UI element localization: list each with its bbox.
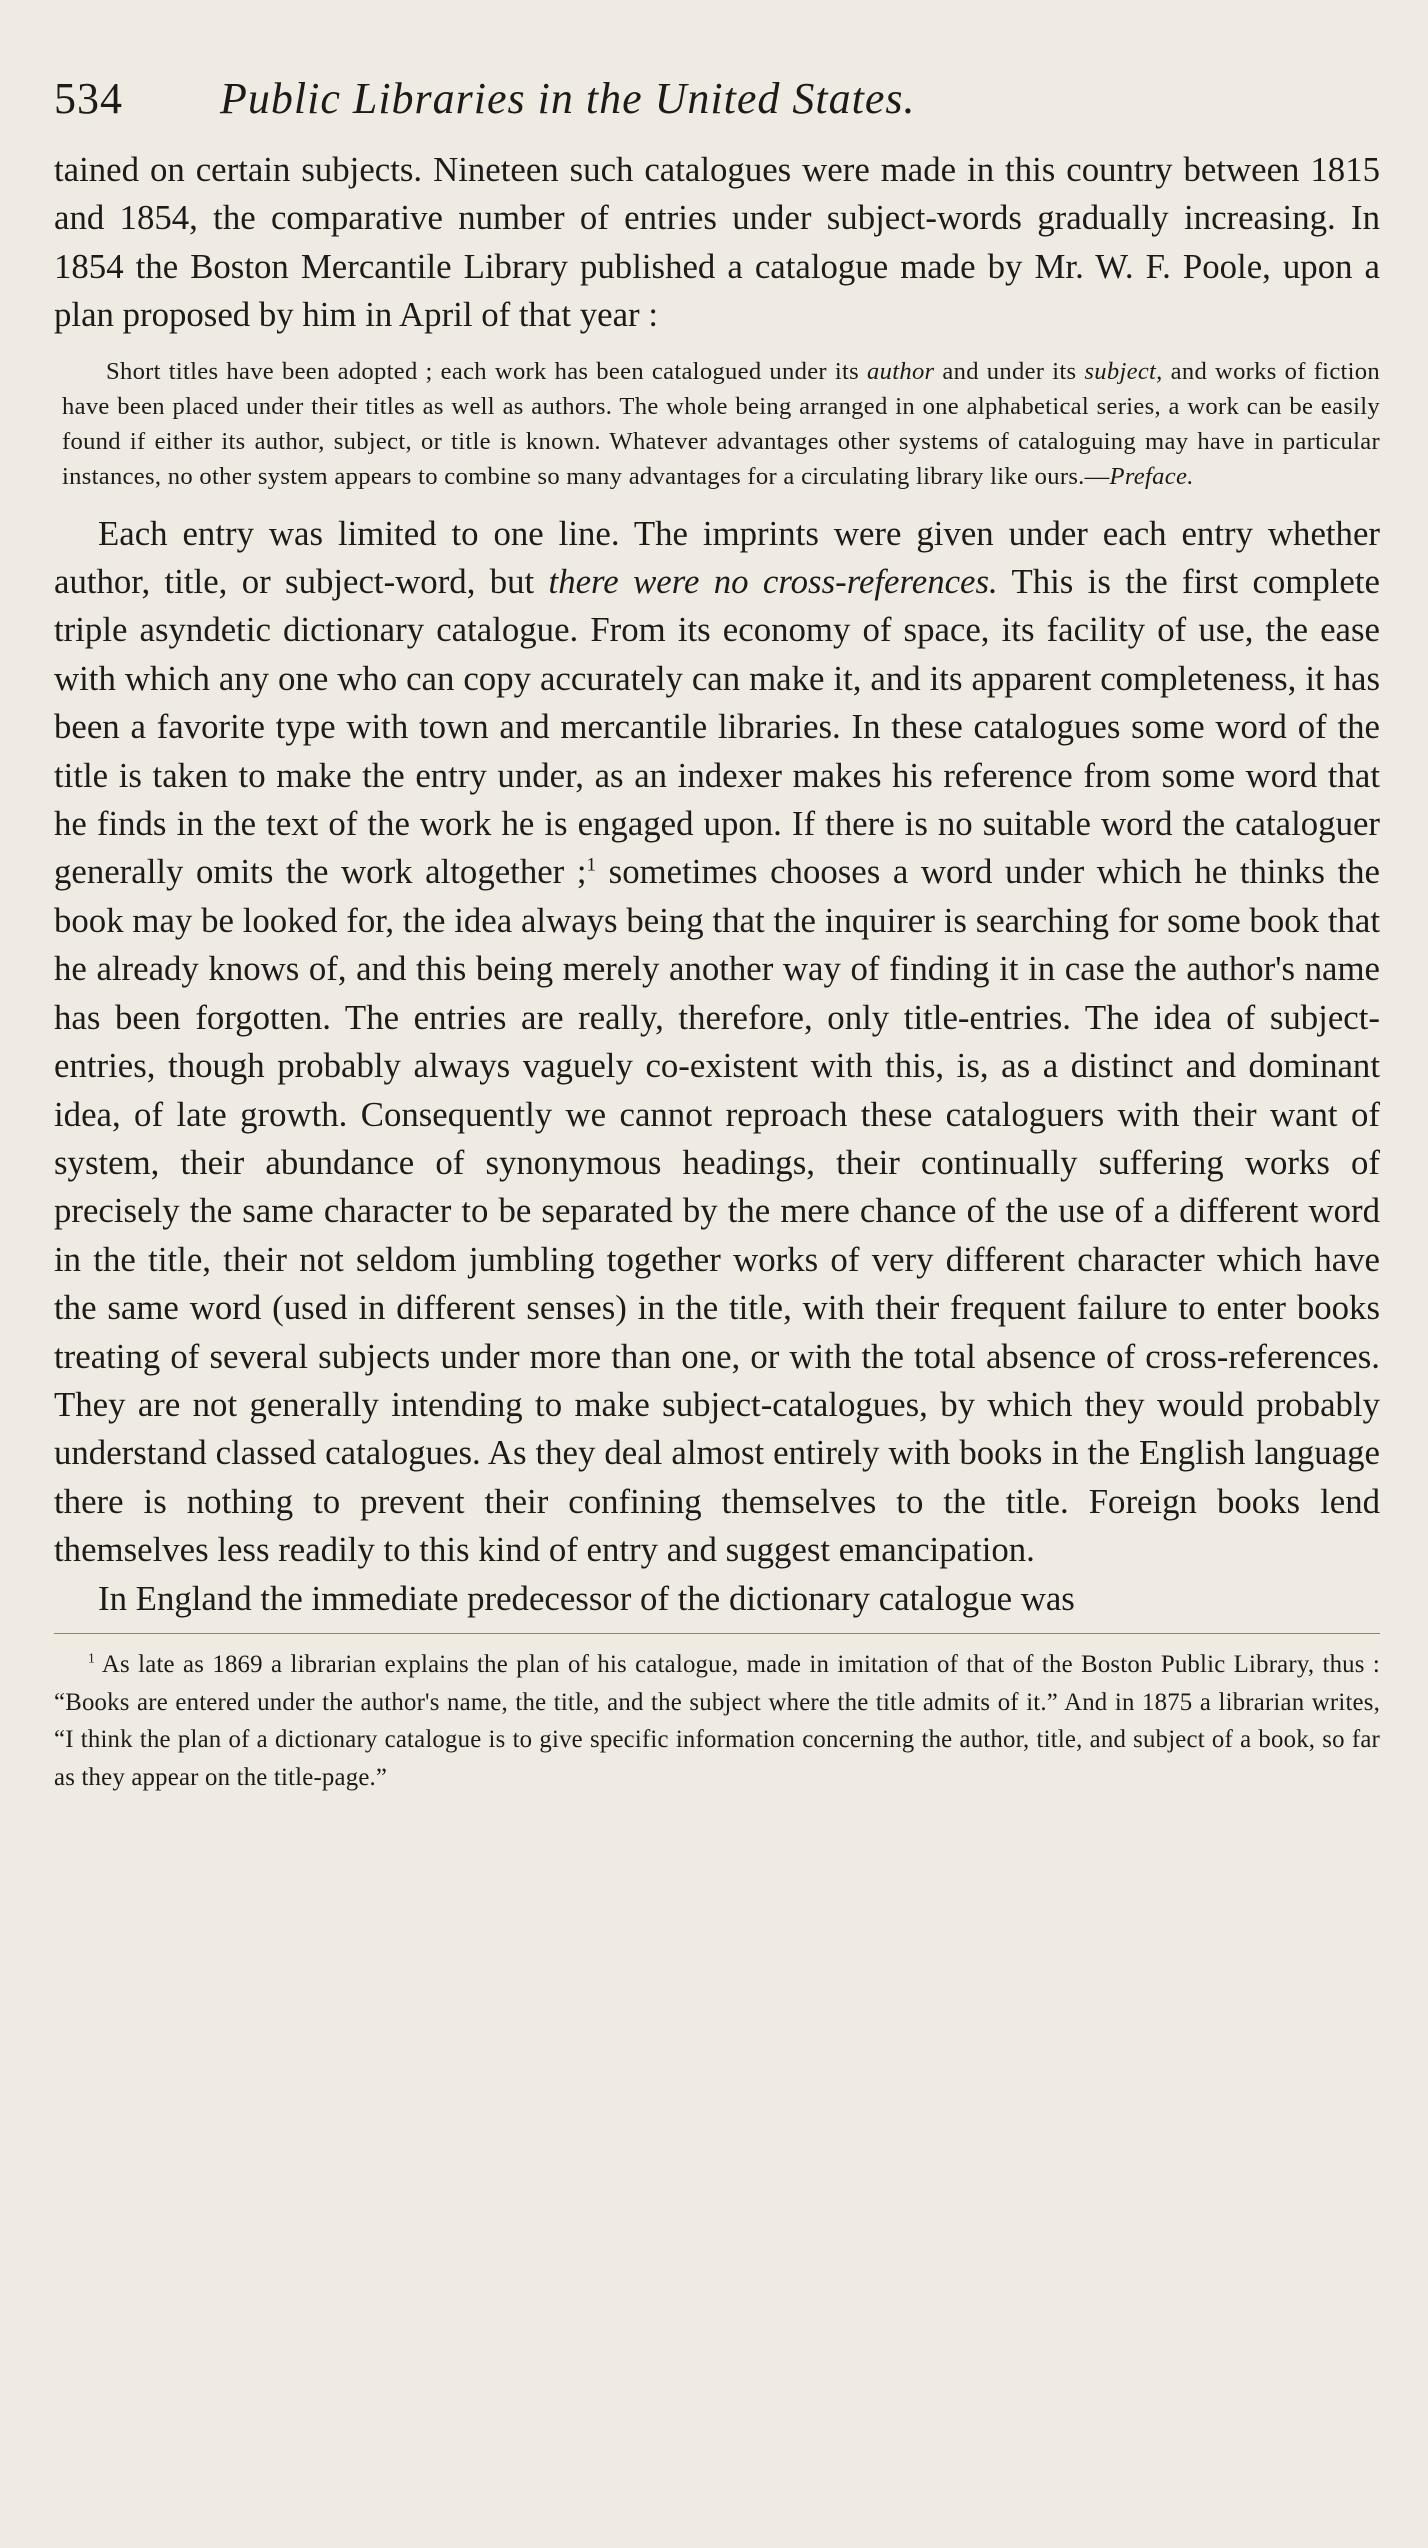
footnote-reference-mark[interactable]: 1 [586, 854, 597, 876]
paragraph-3: In England the immediate predecessor of the dictionary catalogue was [98, 1578, 1075, 1618]
page-number: 534 [54, 74, 123, 123]
paragraph-2-italic: there were no cross-references. [548, 562, 998, 602]
quote-subject-italic: subject, [1084, 357, 1163, 385]
page [54, 64, 1380, 1796]
quote-preface-italic: Preface. [1109, 462, 1194, 490]
footnote-text: As late as 1869 a librarian explains the plan of his catalogue, made in imitation of that of the Boston Public Library, thus : “Books are entered under the author's name, the title, and the subject where the title admits of it.” And in 1875 a librarian writes, “I think the plan of a dictionary catalogue is to give specific information concerning the author, title, and subject of a book, so far as they appear on the title-page.” [54, 1650, 1380, 1791]
running-title: Public Libraries in the United States. [220, 74, 916, 123]
quote-part-2: and under its [934, 357, 1085, 385]
page-header [54, 64, 1380, 134]
paragraph-2-part-2: This is the first complete triple asyndetic dictionary catalogue. From its economy of space, its facility of use, the ease with which any one who can copy accurately can make it, and its apparent completeness, it has been a favorite type with town and mercantile libraries. In these catalogues some word of the title is taken to make the entry under, as an indexer makes his reference from some word that he finds in the text of the work he is engaged upon. If there is no suitable word the cataloguer generally omits the work altogether ; [54, 562, 1380, 892]
paragraph-1: tained on certain subjects. Nineteen such catalogues were made in this country between 1815 and 1854, the comparative number of entries under subject-words gradually increasing. In 1854 the Boston Mercantile Library published a catalogue made by Mr. W. F. Poole, upon a plan proposed by him in April of that year : [54, 150, 1380, 335]
block-quote [54, 354, 1380, 494]
paragraph-2-part-3: sometimes chooses a word under which he thinks the book may be looked for, the idea always being that the inquirer is searching for some book that he already knows of, and this being merely another way of finding it in case the author's name has been forgotten. The entries are really, therefore, only title-entries. The idea of subject-entries, though probably always vaguely co-existent with this, is, as a distinct and dominant idea, of late growth. Consequently we cannot reproach these cataloguers with their want of system, their abundance of synonymous headings, their continually suffering works of precisely the same character to be separated by the mere chance of the use of a different word in the title, their not seldom jumbling together works of very different character which have the same word (used in different senses) in the title, with their frequent failure to enter books treating of several subjects under more than one, or with the total absence of cross-references. They are not generally intending to make subject-catalogues, by which they would probably understand classed catalogues. As they deal almost entirely with books in the English language there is nothing to prevent their confining themselves to the title. Foreign books lend themselves less readily to this kind of entry and suggest emancipation. [54, 852, 1380, 1570]
quote-part-3: and works of fiction have been placed under their titles as well as authors. The whole being arranged in one alphabetical series, a work can be easily found if either its author, subject, or title is known. Whatever advantages other systems of cataloguing may have in particular instances, no other system appears to combine so many advantages for a circulating library like ours.— [62, 357, 1380, 490]
block-quote-text [54, 354, 1380, 494]
footnote-divider [54, 1633, 1380, 1634]
footnote [54, 1646, 1380, 1796]
quote-part-1: Short titles have been adopted ; each work has been catalogued under its [106, 357, 868, 385]
paragraph-2 [54, 510, 1380, 1575]
paragraph-2-part-1: Each entry was limited to one line. The imprints were given under each entry whether author, title, or subject-word, but [54, 513, 1380, 602]
footnote-mark: 1 [88, 1650, 96, 1666]
quote-author-italic: author [867, 357, 935, 385]
